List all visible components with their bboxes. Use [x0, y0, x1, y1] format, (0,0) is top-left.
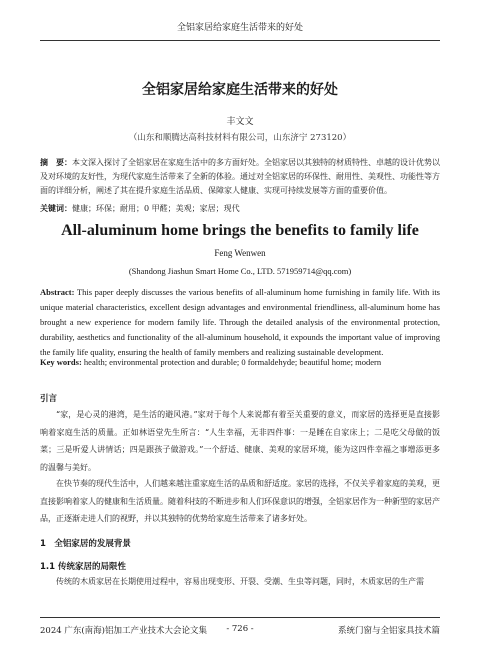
section-1-1-paragraph: 传统的木质家居在长期使用过程中，容易出现变形、开裂、受潮、生虫等问题，同时，木质家居的生产需 [56, 577, 424, 586]
english-affiliation: (Shandong Jiashun Smart Home Co., LTD. 571959714@qq.com) [128, 266, 352, 276]
english-keywords [40, 355, 440, 369]
english-abstract [40, 285, 440, 360]
chinese-title: 全铝家居给家庭生活带来的好处 [142, 82, 338, 98]
chinese-abstract [40, 156, 440, 198]
intro-paragraph-2: 在快节奏的现代生活中，人们越来越注重家庭生活的品质和舒适度。家居的选择，不仅关乎着家庭的美观，更直接影响着家人的健康和生活质量。随着科技的不断进步和人们环保意识的增强，全铝家居作为一种新型的家居产品，正逐渐走进人们的视野，并以其独特的优势给家庭生活带来了诸多好处。 [40, 479, 440, 523]
chinese-keywords-text: 健康；环保；耐用；0 甲醛；美观；家居；现代 [72, 204, 240, 213]
english-title: All-aluminum home brings the benefits to family life [61, 222, 419, 239]
english-author: Feng Wenwen [214, 248, 266, 258]
chinese-keywords [40, 202, 440, 216]
chinese-keywords-label: 关键词： [40, 204, 72, 213]
section-1-heading: 1 全铝家居的发展背景 [40, 539, 131, 549]
chinese-abstract-label: 摘 要： [40, 158, 72, 167]
chinese-abstract-text: 本文深入探讨了全铝家居在家庭生活中的多方面好处。全铝家居以其独特的材质特性、卓越的设计优势以及对环境的友好性，为现代家庭生活带来了全新的体验。通过对全铝家居的环保性、耐用性、美观性、功能性等方面的详细分析，阐述了其在提升家庭生活品质、保障家人健康、实现可持续发展等方面的重要价值。 [40, 158, 440, 195]
english-keywords-text: health; environmental protection and durable; 0 formaldehyde; beautiful home; modern [81, 357, 382, 367]
section-1-1-heading: 1.1 传统家居的局限性 [40, 562, 127, 572]
english-abstract-label: Abstract: [40, 287, 75, 297]
page-footer [40, 617, 440, 638]
english-keywords-label: Key words: [40, 357, 82, 367]
intro-paragraph-1: “家，是心灵的港湾，是生活的避风港。”家对于每个人来说都有着至关重要的意义，而家居的选择更是直接影响着家庭生活的质量。正如林语堂先生所言：“人生幸福，无非四件事：一是睡在自家床上；二是吃父母做的饭菜；三是听爱人讲情话；四是跟孩子做游戏。”一个舒适、健康、美观的家居环境，能为这四件幸福之事增添更多的温馨与美好。 [40, 410, 440, 472]
page-number: - 726 - [226, 624, 254, 634]
english-abstract-text: This paper deeply discusses the various benefits of all-aluminum home furnishing in family life. With its unique material characteristics, excellent design advantages and environmental friendliness, all-aluminum home has brought a new experience for modern family life. Through the detailed analysis of the environmental protection, durability, aesthetics and functionality of the all-aluminum household, it expounds the important value of improving the family life quality, ensuring the health of family members and realizing sustainable development. [40, 287, 440, 357]
chinese-affiliation: （山东和顺腾达高科技材料有限公司，山东济宁 273120） [128, 133, 352, 143]
intro-heading: 引言 [40, 394, 58, 404]
footer-proceedings: 2024 广东(南海)铝加工产业技术大会论文集 [40, 626, 207, 636]
running-header: 全铝家居给家庭生活带来的好处 [40, 20, 440, 41]
chinese-author: 丰文文 [226, 117, 254, 127]
footer-section: 系统门窗与全铝家具技术篇 [337, 626, 440, 636]
